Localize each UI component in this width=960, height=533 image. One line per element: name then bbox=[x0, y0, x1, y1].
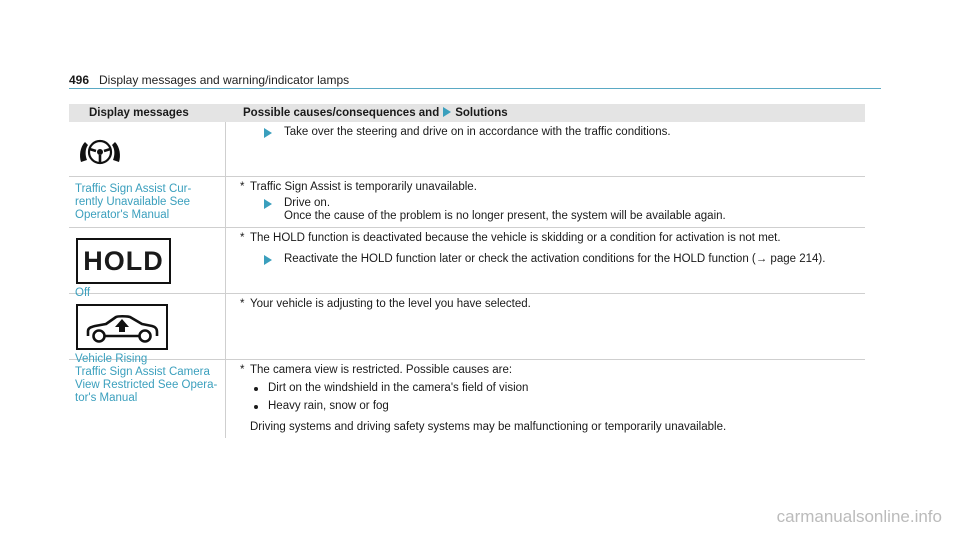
arrow-right-icon bbox=[264, 199, 272, 209]
solution-cell bbox=[226, 228, 865, 293]
cause-marker: * bbox=[240, 298, 245, 310]
table-row bbox=[69, 177, 865, 228]
arrow-right-icon bbox=[443, 107, 451, 117]
arrow-right-icon bbox=[264, 128, 272, 138]
table-header bbox=[69, 104, 865, 122]
action-text: Take over the steering and drive on in accordance with the traffic conditions. bbox=[284, 126, 671, 138]
message-line: Traffic Sign Assist Camera bbox=[75, 366, 210, 378]
cause-text: The HOLD function is deactivated because the vehicle is skidding or a condition for activation is not met. bbox=[250, 232, 781, 244]
page-header bbox=[69, 71, 881, 89]
display-message-text bbox=[75, 183, 221, 222]
table-row bbox=[69, 360, 865, 438]
action-step bbox=[264, 253, 859, 266]
solution-cell bbox=[226, 360, 865, 438]
car-lift-icon bbox=[82, 309, 162, 345]
display-message-cell bbox=[69, 122, 226, 176]
arrow-right-icon bbox=[264, 255, 272, 265]
steering-wheel-hands-icon bbox=[77, 132, 123, 170]
list-item bbox=[254, 382, 859, 395]
cause-marker: * bbox=[240, 364, 245, 376]
table-row bbox=[69, 228, 865, 299]
display-message-text: Off bbox=[75, 287, 91, 299]
cause-item bbox=[240, 232, 859, 245]
action-text bbox=[284, 197, 859, 223]
column-header-display-messages: Display messages bbox=[89, 107, 189, 119]
note-text: Driving systems and driving safety systems may be malfunctioning or temporarily unavailable. bbox=[250, 421, 727, 433]
display-message-text bbox=[75, 366, 221, 405]
message-line: rently Unavailable See bbox=[75, 196, 191, 208]
page-title: Display messages and warning/indicator lamps bbox=[99, 73, 350, 87]
action-line: Drive on. bbox=[284, 197, 331, 209]
display-message-cell bbox=[69, 177, 226, 227]
bullet-icon bbox=[254, 405, 258, 409]
display-message-cell bbox=[69, 360, 226, 438]
cause-marker: * bbox=[240, 232, 245, 244]
watermark: carmanualsonline.info bbox=[776, 507, 942, 526]
column-header-causes-solutions bbox=[226, 104, 865, 122]
cause-item bbox=[240, 298, 859, 311]
action-line: Once the cause of the problem is no longer present, the system will be available again. bbox=[284, 210, 726, 222]
page-number: 496 bbox=[69, 73, 90, 87]
action-step bbox=[264, 126, 859, 139]
solution-cell bbox=[226, 122, 865, 176]
display-message-text: Vehicle Rising bbox=[75, 353, 148, 365]
cause-text: Traffic Sign Assist is temporarily unavailable. bbox=[250, 181, 477, 193]
message-line: View Restricted See Opera- bbox=[75, 379, 218, 391]
hold-function-icon: HOLD bbox=[76, 238, 171, 284]
cause-text: Your vehicle is adjusting to the level you have selected. bbox=[250, 298, 531, 310]
vehicle-level-raise-icon bbox=[76, 304, 168, 350]
display-message-cell bbox=[69, 294, 226, 365]
cause-text: The camera view is restricted. Possible causes are: bbox=[250, 364, 513, 376]
action-text: Reactivate the HOLD function later or check the activation conditions for the HOLD function (→ page 214). bbox=[284, 253, 826, 265]
list-item bbox=[254, 400, 859, 413]
solution-cell bbox=[226, 294, 865, 359]
cause-marker: * bbox=[240, 181, 245, 193]
table-row bbox=[69, 294, 865, 365]
message-line: tor's Manual bbox=[75, 392, 138, 404]
list-item-text: Dirt on the windshield in the camera's field of vision bbox=[268, 382, 529, 394]
display-messages-table bbox=[69, 104, 865, 438]
cause-item bbox=[240, 364, 859, 377]
solution-cell bbox=[226, 177, 865, 227]
column-header-causes-label: Possible causes/consequences and bbox=[243, 107, 440, 119]
action-step bbox=[264, 197, 859, 223]
message-line: Operator's Manual bbox=[75, 209, 170, 221]
list-item-text: Heavy rain, snow or fog bbox=[268, 400, 389, 412]
cause-item bbox=[240, 181, 859, 194]
bullet-icon bbox=[254, 387, 258, 391]
table-row bbox=[69, 122, 865, 177]
display-message-cell bbox=[69, 228, 226, 299]
column-header-solutions-label: Solutions bbox=[455, 107, 508, 119]
message-line: Traffic Sign Assist Cur- bbox=[75, 183, 192, 195]
